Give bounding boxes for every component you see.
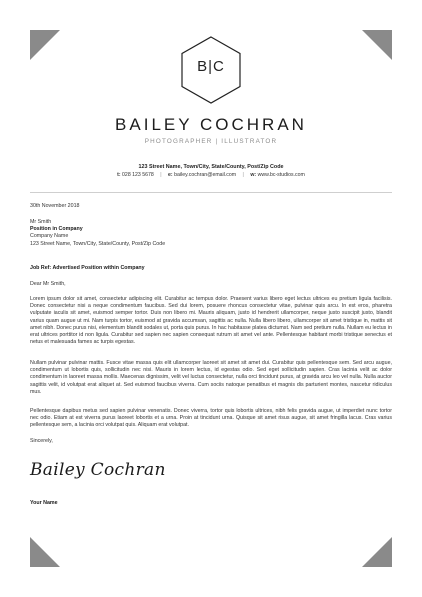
sign-name: Your Name [30, 500, 58, 506]
closing: Sincerely, [30, 438, 53, 444]
job-reference: Job Ref: Advertised Position within Company [30, 265, 145, 271]
recipient-position: Position in Company [30, 226, 83, 233]
corner-triangle-bottom-right [362, 537, 392, 567]
header-title: PHOTOGRAPHER | ILLUSTRATOR [144, 138, 278, 145]
body-paragraph-2: Nullam pulvinar pulvinar mattis. Fusce vitae massa quis elit ullamcorper laoreet sit amet sit amet dui. Curabitur quis pellentesque sem. Sed arcu augue, condimentum ut lobortis quis, sollicitudin nec nisi. Mauris in lorem lectus, id egestas odio. Sed eget sollicitudin sapien. Cras lacinia velit ac dolor condimentum in laoreet massa mollis. Maecenas dignissim, velit vel luctus consectetur, nulla orci tincidunt purus, at gravida arcu leo vel nulla. Nulla auctor sagittis velit, id volutpat erat aliquet at. Sed euismod faucibus viverra. Cum sociis natoque penatibus et magnis dis parturient montes, nascetur ridiculus mus. [30, 360, 392, 395]
contact-separator: | [242, 172, 244, 178]
logo-monogram: B|C [197, 58, 225, 75]
header-address: 123 Street Name, Town/City, State/County, Post/Zip Code [138, 164, 284, 170]
web-label: w: [250, 172, 257, 178]
body-paragraph-3: Pellentesque dapibus metus sed sapien pulvinar venenatis. Donec viverra, tortor quis lobortis ultrices, nibh felis gravida augue, ut imperdiet nunc tortor nec odio. Etiam at est viverra purus laoreet lobortis et a urna. Proin at tincidunt urna. Quisque sit amet risus augue, sit amet fringilla lacus. Cras varius pellentesque sem, a lacinia orci volutpat quis. Aliquam erat volutpat. [30, 408, 392, 429]
logo [181, 36, 241, 104]
signature: Bailey Cochran [30, 460, 166, 480]
header-name: BAILEY COCHRAN [115, 115, 307, 134]
contact-separator: | [160, 172, 162, 178]
header-contacts [0, 172, 422, 178]
greeting: Dear Mr Smith, [30, 281, 66, 287]
email-label: e: [168, 172, 173, 178]
phone-value: 028 123 5678 [122, 172, 154, 178]
recipient-name: Mr Smith [30, 219, 52, 225]
corner-triangle-top-left [30, 30, 60, 60]
recipient-company: Company Name [30, 233, 69, 240]
recipient-block [30, 219, 392, 248]
web-value[interactable]: www.bc-studios.com [257, 172, 305, 178]
body-paragraph-1: Lorem ipsum dolor sit amet, consectetur adipiscing elit. Curabitur ac tempus dolor. Praesent varius libero eget lectus ultrices eu pretium ligula facilisis. Donec consectetur nisi a neque condimentum faucibus. Sed dui lorem, posuere rhoncus consectetur vitae, pulvinar quis arcu. In est eros, pharetra vulputate iaculis sit amet, euismod semper tortor. Duis non libero mi. Mauris aliquam, justo id hendrerit ullamcorper, neque justo suscipit justo, blandit varius quam augue ut mi. Nam turpis tortor, euismod at gravida accumsan, sagittis ac nulla. Nulla libero libero, ullamcorper sit amet tristique in, mattis sit amet nibh. Donec purus nisi, elementum blandit sodales ut, porta quis purus. In hac habitasse platea dictumst. Nam sed pretium nulla. Nullam eu lectus in erat ultrices porttitor id non ligula. Curabitur sed sapien nec sapien consequat rutrum sit amet vel ante. Pellentesque habitant morbi tristique senectus et netus et malesuada fames ac turpis egestas. [30, 296, 392, 346]
email-value[interactable]: bailey.cochran@email.com [174, 172, 237, 178]
corner-triangle-bottom-left [30, 537, 60, 567]
corner-triangle-top-right [362, 30, 392, 60]
letter-date: 30th November 2018 [30, 203, 80, 209]
phone-label: t: [117, 172, 121, 178]
header-divider [30, 192, 392, 193]
recipient-address: 123 Street Name, Town/City, State/County, Post/Zip Code [30, 240, 166, 247]
